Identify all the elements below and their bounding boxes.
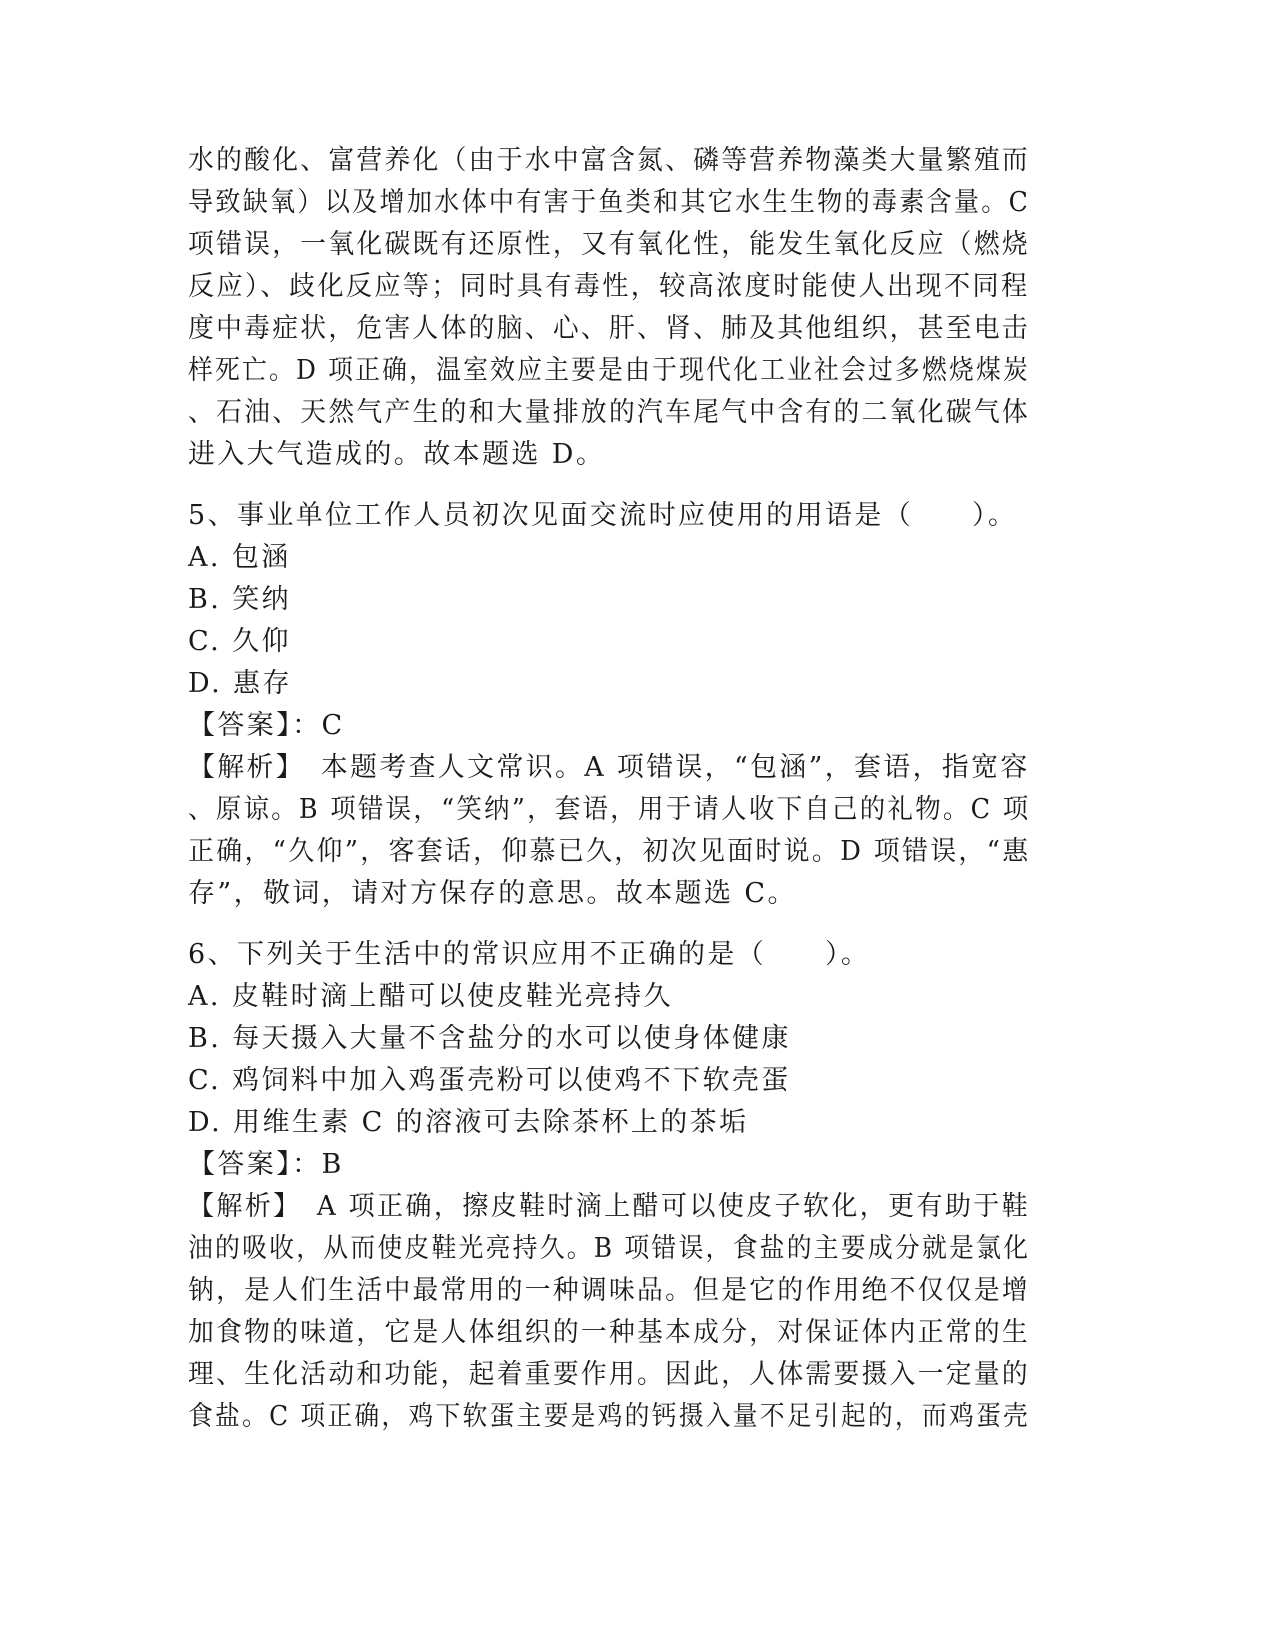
question-6-option-a: A. 皮鞋时滴上醋可以使皮鞋光亮持久 xyxy=(188,981,673,1012)
question-6-analysis-line: 钠，是人们生活中最常用的一种调味品。但是它的作用绝不仅仅是增 xyxy=(188,1275,1030,1306)
question-5-analysis-line: 【解析】 本题考查人文常识。A 项错误，“包涵”，套语，指宽容 xyxy=(188,752,1030,783)
question-6-analysis-line: 理、生化活动和功能，起着重要作用。因此，人体需要摄入一定量的 xyxy=(188,1359,1030,1390)
paragraph-line: 样死亡。D 项正确，温室效应主要是由于现代化工业社会过多燃烧煤炭 xyxy=(188,355,1031,386)
question-6-analysis-line: 食盐。C 项正确，鸡下软蛋主要是鸡的钙摄入量不足引起的，而鸡蛋壳 xyxy=(188,1401,1031,1432)
paragraph-line: 进入大气造成的。故本题选 D。 xyxy=(188,439,606,470)
question-6-analysis-line: 油的吸收，从而使皮鞋光亮持久。B 项错误，食盐的主要成分就是氯化 xyxy=(188,1233,1031,1264)
paragraph-line: 水的酸化、富营养化（由于水中富含氮、磷等营养物藻类大量繁殖而 xyxy=(188,145,1030,176)
question-6-option-c: C. 鸡饲料中加入鸡蛋壳粉可以使鸡不下软壳蛋 xyxy=(188,1065,791,1096)
question-5-answer: 【答案】：C xyxy=(188,710,345,741)
paragraph-line: 度中毒症状，危害人体的脑、心、肝、肾、肺及其他组织，甚至电击 xyxy=(188,313,1030,344)
question-5-option-d: D. 惠存 xyxy=(188,668,292,699)
question-5-option-c: C. 久仰 xyxy=(188,626,291,657)
question-5-analysis-line: 存”，敬词，请对方保存的意思。故本题选 C。 xyxy=(188,878,797,909)
question-5-option-b: B. 笑纳 xyxy=(188,584,292,615)
paragraph-line: 导致缺氧）以及增加水体中有害于鱼类和其它水生生物的毒素含量。C xyxy=(188,187,1031,218)
question-6-answer: 【答案】：B xyxy=(188,1149,344,1180)
question-5-option-a: A. 包涵 xyxy=(188,542,291,573)
paragraph-line: 项错误，一氧化碳既有还原性，又有氧化性，能发生氧化反应（燃烧 xyxy=(188,229,1030,260)
question-6-stem: 6、下列关于生活中的常识应用不正确的是（ ）。 xyxy=(188,939,871,970)
question-6-option-d: D. 用维生素 C 的溶液可去除茶杯上的茶垢 xyxy=(188,1107,749,1138)
question-5-analysis-line: 、原谅。B 项错误，“笑纳”，套语，用于请人收下自己的礼物。C 项 xyxy=(188,794,1031,825)
question-6-analysis-line: 加食物的味道，它是人体组织的一种基本成分，对保证体内正常的生 xyxy=(188,1317,1030,1348)
question-5-stem: 5、事业单位工作人员初次见面交流时应使用的用语是（ ）。 xyxy=(188,500,1018,531)
question-5-analysis-line: 正确，“久仰”，客套话，仰慕已久，初次见面时说。D 项错误，“惠 xyxy=(188,836,1031,867)
question-6-option-b: B. 每天摄入大量不含盐分的水可以使身体健康 xyxy=(188,1023,791,1054)
paragraph-line: 反应）、歧化反应等；同时具有毒性，较高浓度时能使人出现不同程 xyxy=(188,271,1030,302)
question-6-analysis-line: 【解析】 A 项正确，擦皮鞋时滴上醋可以使皮子软化，更有助于鞋 xyxy=(188,1191,1030,1222)
paragraph-line: 、石油、天然气产生的和大量排放的汽车尾气中含有的二氧化碳气体 xyxy=(188,397,1030,428)
